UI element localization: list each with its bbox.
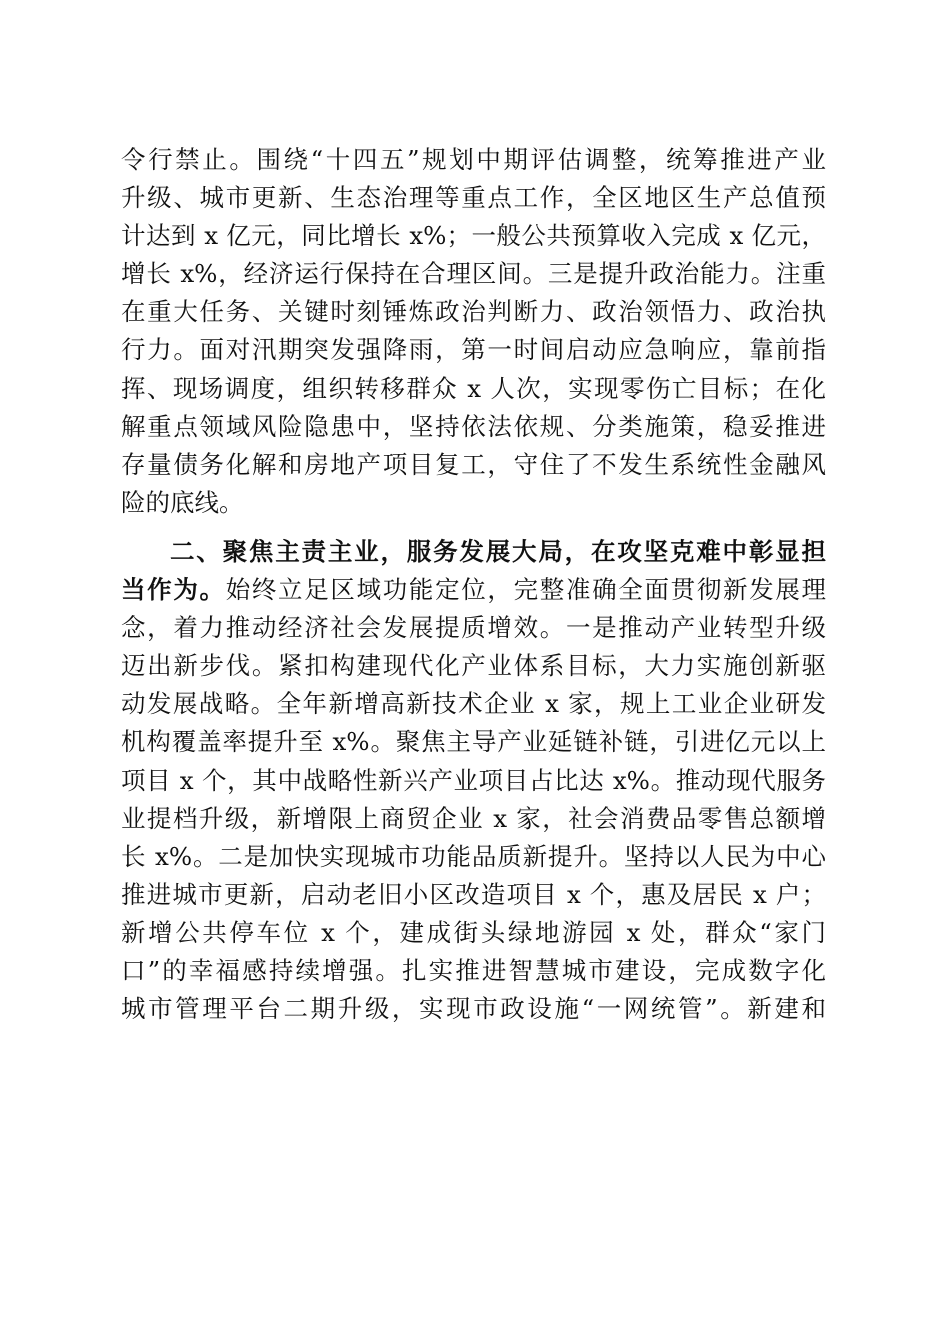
text-line: 口”的幸福感持续增强。扎实推进智慧城市建设，完成数字化	[121, 955, 826, 985]
text-line: 挥、现场调度，组织转移群众 x 人次，实现零伤亡目标；在化	[121, 373, 826, 403]
section-heading-end: 当作为。	[121, 575, 226, 605]
text-line: 行力。面对汛期突发强降雨，第一时间启动应急响应，靠前指	[121, 335, 826, 365]
text-line: 升级、城市更新、生态治理等重点工作，全区地区生产总值预	[121, 183, 826, 213]
paragraph-1	[121, 141, 826, 522]
text-line: 令行禁止。围绕“十四五”规划中期评估调整，统筹推进产业	[121, 145, 826, 174]
text-line: 机构覆盖率提升至 x%。聚焦主导产业延链补链，引进亿元以上	[121, 727, 826, 757]
text-line: 城市管理平台二期升级，实现市政设施“一网统管”。新建和	[121, 994, 826, 1024]
text-line: 念，着力推动经济社会发展提质增效。一是推动产业转型升级	[121, 613, 826, 643]
document-body	[121, 141, 826, 1028]
text-line: 增长 x%，经济运行保持在合理区间。三是提升政治能力。注重	[121, 259, 826, 289]
text-line: 迈出新步伐。紧扣构建现代化产业体系目标，大力实施创新驱	[121, 651, 826, 681]
text-line: 险的底线。	[121, 487, 244, 517]
text-line: 存量债务化解和房地产项目复工，守住了不发生系统性金融风	[121, 449, 826, 479]
text-line: 动发展战略。全年新增高新技术企业 x 家，规上工业企业研发	[121, 689, 826, 719]
text-line: 新增公共停车位 x 个，建成街头绿地游园 x 处，群众“家门	[121, 917, 826, 947]
text-line: 在重大任务、关键时刻锤炼政治判断力、政治领悟力、政治执	[121, 297, 826, 327]
text-line	[121, 571, 826, 609]
text-line: 推进城市更新，启动老旧小区改造项目 x 个，惠及居民 x 户；	[121, 879, 826, 909]
paragraph-2	[121, 533, 826, 1028]
section-heading-line: 二、聚焦主责主业，服务发展大局，在攻坚克难中彰显担	[170, 536, 826, 566]
text-span: 始终立足区域功能定位，完整准确全面贯彻新发展理	[225, 575, 827, 605]
text-line: 业提档升级，新增限上商贸企业 x 家，社会消费品零售总额增	[121, 803, 826, 833]
text-line: 项目 x 个，其中战略性新兴产业项目占比达 x%。推动现代服务	[121, 765, 826, 795]
paragraph-spacer	[121, 522, 826, 533]
text-line: 计达到 x 亿元，同比增长 x%；一般公共预算收入完成 x 亿元，	[121, 221, 826, 251]
text-line: 长 x%。二是加快实现城市功能品质新提升。坚持以人民为中心	[121, 841, 826, 871]
text-line: 解重点领域风险隐患中，坚持依法依规、分类施策，稳妥推进	[121, 411, 826, 441]
